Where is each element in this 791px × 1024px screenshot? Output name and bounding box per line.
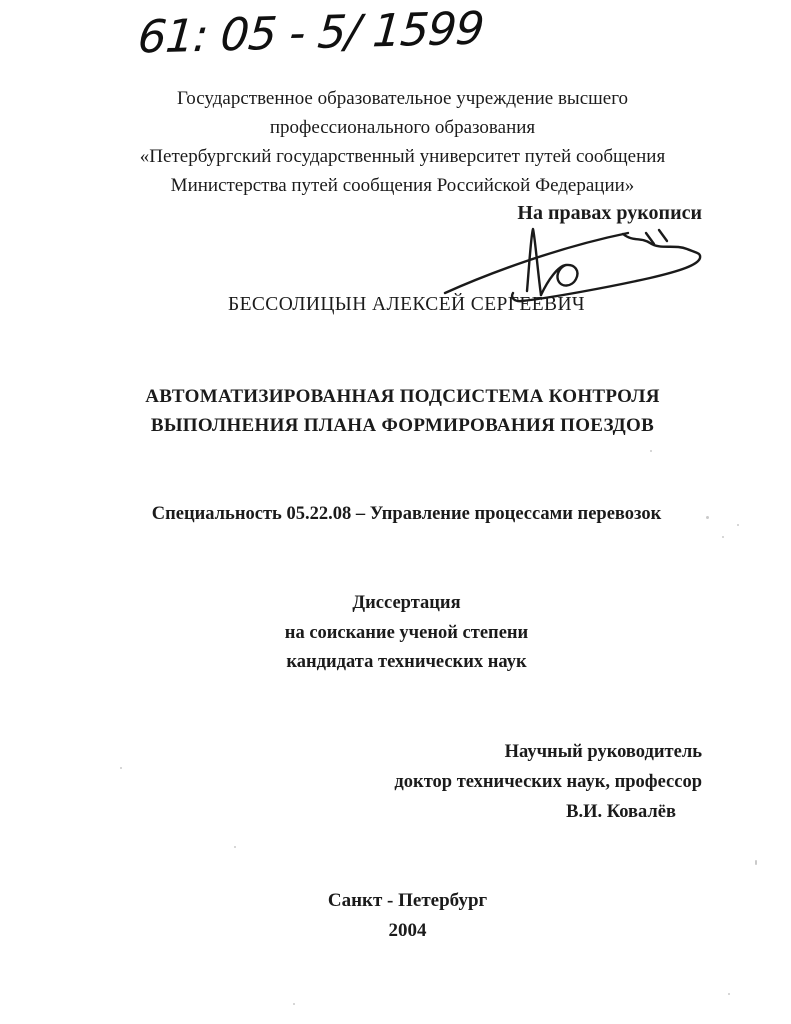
scan-speck [120, 767, 122, 769]
dissertation-title [7, 383, 791, 440]
scan-speck [728, 993, 730, 995]
scan-speck [737, 524, 739, 526]
year-line: 2004 [388, 920, 427, 941]
dissertation-title-line: АВТОМАТИЗИРОВАННАЯ ПОДСИСТЕМА КОНТРОЛЯ [145, 386, 660, 407]
scan-speck [722, 536, 724, 538]
author-name: БЕССОЛИЦЫН АЛЕКСЕЙ СЕРГЕЕВИЧ [227, 294, 586, 315]
supervisor-line: Научный руководитель [504, 742, 702, 762]
accession-number: 61: 05 - 5/ 1599 [135, 1, 486, 64]
degree-block [11, 589, 791, 678]
supervisor-block [394, 737, 702, 827]
degree-line: кандидата технических наук [286, 652, 527, 672]
scan-speck [755, 860, 757, 865]
imprint-block [12, 886, 791, 946]
city-line: Санкт - Петербург [327, 890, 488, 911]
scan-speck [706, 516, 709, 519]
scan-speck [234, 846, 236, 848]
supervisor-line: доктор технических наук, профессор [394, 772, 702, 792]
degree-line: Диссертация [352, 593, 461, 613]
scan-speck [293, 1003, 295, 1005]
institution-block [7, 84, 791, 200]
institution-line: Министерства путей сообщения Российской Федерации» [170, 175, 635, 196]
degree-line: на соискание ученой степени [284, 622, 529, 643]
institution-line: Государственное образовательное учреждение высшего [176, 88, 629, 109]
scan-speck [650, 450, 652, 452]
institution-line: «Петербургский государственный университет путей сообщения [139, 146, 666, 167]
manuscript-rights-note: На правах рукописи [517, 202, 702, 224]
supervisor-line: В.И. Ковалёв [566, 802, 676, 822]
institution-line: профессионального образования [269, 117, 536, 138]
dissertation-title-line: ВЫПОЛНЕНИЯ ПЛАНА ФОРМИРОВАНИЯ ПОЕЗДОВ [150, 414, 655, 436]
specialty-line: Специальность 05.22.08 – Управление процессами перевозок [151, 504, 662, 524]
